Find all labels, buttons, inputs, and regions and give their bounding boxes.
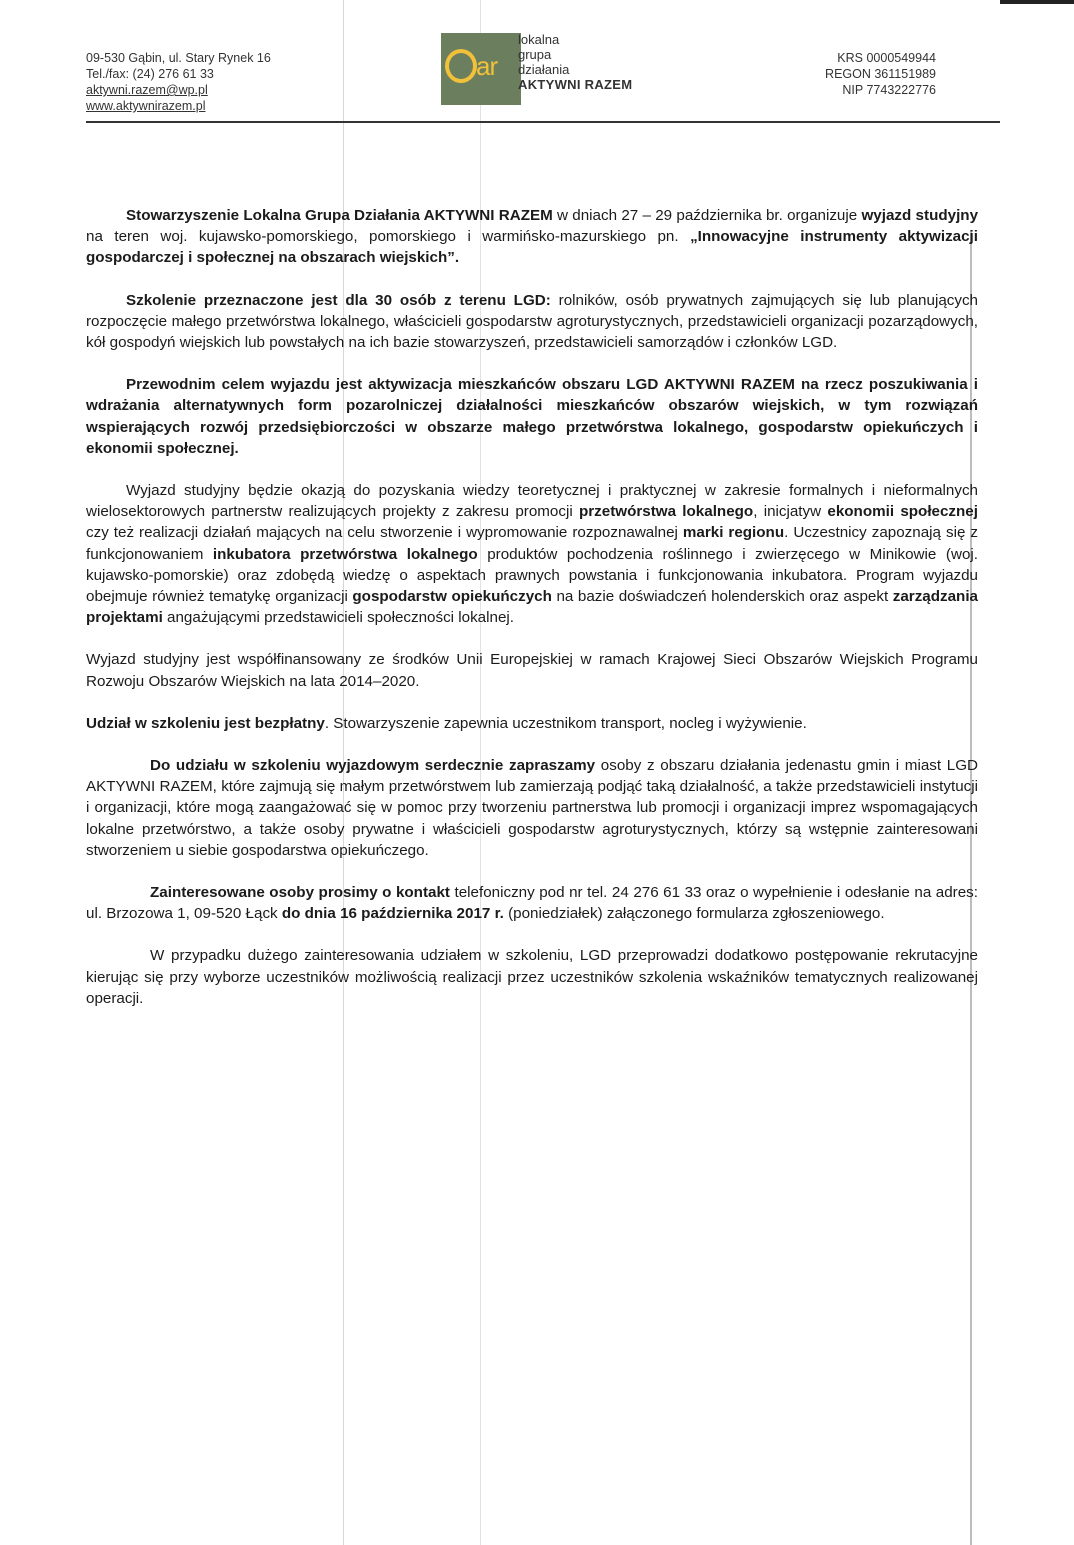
- bold-span: inkubatora przetwórstwa lokalnego: [212, 545, 478, 563]
- deadline: do dnia 16 października 2017 r.: [281, 905, 504, 923]
- text-span: na bazie doświadczeń holenderskich oraz aspekt: [551, 588, 893, 606]
- website-link[interactable]: www.aktywnirazem.pl: [86, 99, 206, 113]
- logo-ring-icon: [445, 49, 477, 83]
- text-span: na teren woj. kujawsko-pomorskiego, pomorskiego i warmińsko-mazurskiego pn.: [86, 228, 691, 246]
- text-span: w dniach 27 – 29 października br. organizuje: [552, 207, 862, 224]
- logo-line-4: AKTYWNI RAZEM: [518, 77, 633, 92]
- paragraph-recruitment: [86, 945, 978, 1009]
- bold-span: Zainteresowane osoby prosimy o kontakt: [150, 884, 450, 902]
- paragraph-goal: [86, 374, 978, 459]
- paragraph-intro: [86, 205, 978, 269]
- nip-number: NIP 7743222776: [842, 83, 936, 97]
- bold-span: przetwórstwa lokalnego: [578, 503, 754, 521]
- text-span: osoby z obszaru działania jedenastu gmin i miast LGD AKTYWNI RAZEM, które zajmują się małym przetwórstwem lub zamierzają podjąć taką działalność, a także przedstawicieli instytucji i organizacji, które mogą zaangażować się w pomoc przy tworzeniu partnerstwa lub promocji i organizacji imprez wspomagających lokalne przetwórstwo, a także osoby prywatne i właścicieli gospodarstw agroturystycznych, którzy są wstępnie zainteresowani stworzeniem u siebie gospodarstwa opiekuńczego.: [86, 757, 978, 859]
- organizer-name: Stowarzyszenie Lokalna Grupa Działania AKTYWNI RAZEM: [126, 207, 553, 224]
- krs-number: KRS 0000549944: [837, 51, 936, 65]
- bold-span: marki regionu: [682, 524, 785, 542]
- text-span: produktów pochodzenia roślinnego i zwierzęcego w Minikowie (woj. kujawsko-pomorskie) oraz zdobędą wiedzę o aspektach prawnych powstania i funkcjonowania inkubatora. Program wyjazdu obejmuje również tematykę organizacji: [86, 545, 978, 606]
- text-span: , inicjatyw: [753, 503, 828, 521]
- logo-mark: ar: [476, 51, 498, 81]
- logo-line-3: działania: [518, 62, 570, 77]
- text-span: W przypadku dużego zainteresowania udziałem w szkoleniu, LGD przeprowadzi dodatkowo postępowanie rekrutacyjne kierując się przy wyborze uczestników możliwością realizacji przez uczestników szkolenia wskaźników tematycznych realizowanej operacji.: [86, 947, 978, 1007]
- contact-block: [86, 50, 271, 114]
- bold-span: wyjazd studyjny: [861, 207, 979, 224]
- text-span: angażującymi przedstawicieli społeczności lokalnej.: [162, 609, 514, 627]
- text-span: telefoniczny pod nr tel. 24 276 61 33 oraz o wypełnienie i odesłanie na adres: ul. Brzozowa 1, 09-520 Łąck: [86, 884, 978, 923]
- paragraph-program: [86, 480, 978, 628]
- bold-span: Przewodnim celem wyjazdu jest aktywizacja mieszkańców obszaru LGD AKTYWNI RAZEM na rzecz poszukiwania i wdrażania alternatywnych form pozarolniczej działalności mieszkańców obszarów wiejskich, w tym rozwiązań wspierających rozwój przedsiębiorczości w obszarze małego przetwórstwa lokalnego, gospodarstw opiekuńczych i ekonomii społecznej.: [86, 376, 978, 457]
- paragraph-funding: [86, 649, 978, 691]
- letterhead: [0, 0, 1074, 125]
- letter-body: [86, 205, 978, 1030]
- phone: Tel./fax: (24) 276 61 33: [86, 67, 214, 81]
- bold-span: Szkolenie przeznaczone jest dla 30 osób z terenu LGD:: [126, 291, 551, 309]
- paragraph-audience: [86, 290, 978, 354]
- text-span: . Stowarzyszenie zapewnia uczestnikom transport, nocleg i wyżywienie.: [324, 714, 807, 732]
- logo: [441, 33, 521, 105]
- text-span: czy też realizacji działań mających na celu stworzenie i wypromowanie rozpoznawalnej: [86, 524, 683, 542]
- text-span: Wyjazd studyjny jest współfinansowany ze środków Unii Europejskiej w ramach Krajowej Sieci Obszarów Wiejskich Programu Rozwoju Obszarów Wiejskich na lata 2014–2020.: [86, 651, 978, 690]
- regon-number: REGON 361151989: [825, 67, 936, 81]
- text-span: (poniedziałek) załączonego formularza zgłoszeniowego.: [503, 905, 885, 923]
- text-span: . Uczestnicy zapoznają się z funkcjonowaniem: [86, 524, 978, 563]
- text-span: rolników, osób prywatnych zajmujących się lub planujących rozpoczęcie małego przetwórstwa lokalnego, właścicieli gospodarstw agroturystycznych, przedstawicieli organizacji pozarządowych, kół gospodyń wiejskich lub powstałych na ich bazie stowarzyszeń, przedstawicieli samorządów i członków LGD.: [86, 291, 979, 352]
- address: 09-530 Gąbin, ul. Stary Rynek 16: [86, 51, 271, 65]
- email-link[interactable]: aktywni.razem@wp.pl: [86, 83, 208, 97]
- header-divider: [86, 121, 1000, 123]
- bold-span: zarządzania projektami: [86, 588, 979, 627]
- text-span: Wyjazd studyjny będzie okazją do pozyskania wiedzy teoretycznej i praktycznej w zakresie formalnych i nieformalnych wielosektorowych partnerstw realizujących projekty z zakresu promocji: [86, 482, 978, 521]
- logo-line-2: grupa: [518, 47, 552, 62]
- logo-line-1: lokalna: [518, 32, 560, 47]
- training-title: „Innowacyjne instrumenty aktywizacji gospodarczej i społecznej na obszarach wiejskich”.: [86, 228, 978, 267]
- paragraph-contact: [86, 882, 978, 924]
- logo-wordmark: [518, 32, 632, 92]
- bold-span: ekonomii społecznej: [827, 503, 978, 521]
- paragraph-free: [86, 713, 978, 734]
- bold-span: Udział w szkoleniu jest bezpłatny: [86, 714, 325, 732]
- bold-span: Do udziału w szkoleniu wyjazdowym serdecznie zapraszamy: [150, 757, 596, 775]
- registry-block: [825, 50, 936, 98]
- paragraph-invitation: [86, 755, 978, 861]
- bold-span: gospodarstw opiekuńczych: [352, 588, 552, 606]
